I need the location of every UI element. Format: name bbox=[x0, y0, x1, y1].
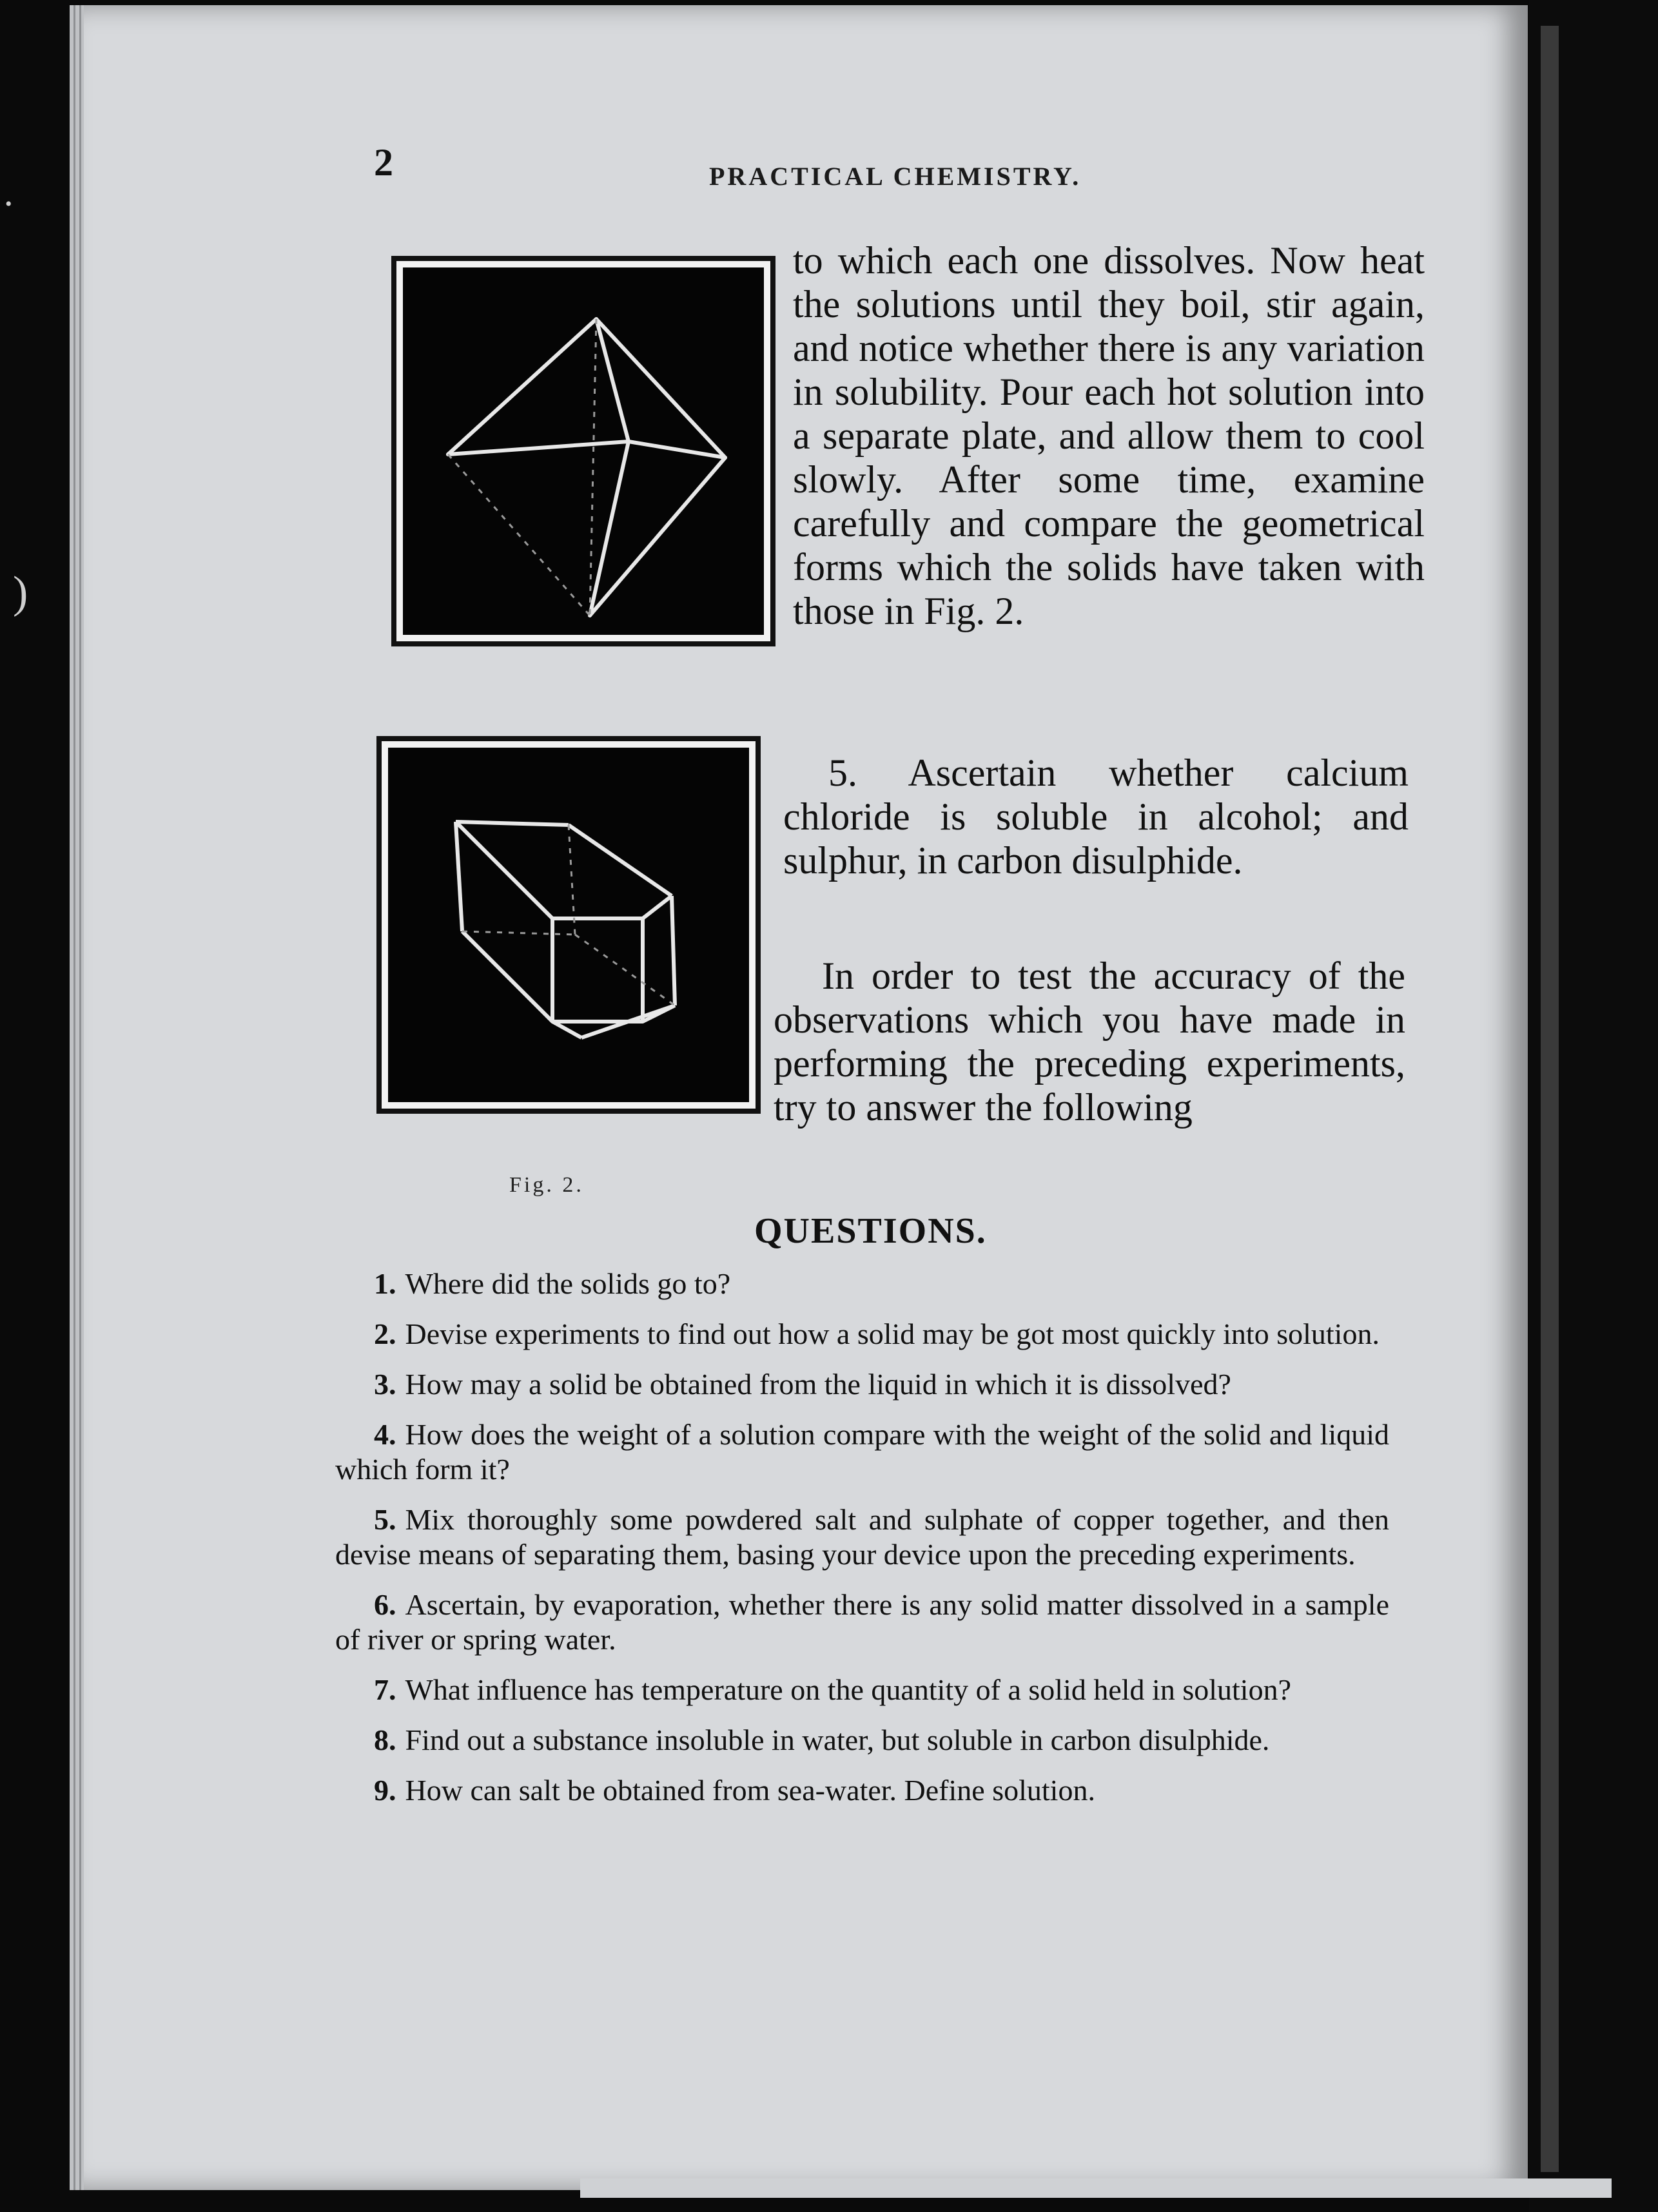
question-text: Mix thoroughly some powdered salt and sulphate of copper together, and then devise means of separating them, basing your device upon the preceding experiments. bbox=[335, 1503, 1389, 1571]
running-head: PRACTICAL CHEMISTRY. bbox=[709, 162, 1082, 191]
question-number: 5. bbox=[374, 1503, 396, 1536]
question-item bbox=[335, 1502, 1389, 1572]
question-item bbox=[335, 1587, 1389, 1657]
figure-octahedron bbox=[396, 261, 770, 641]
question-item bbox=[335, 1773, 1389, 1808]
question-text: Ascertain, by evaporation, whether there is any solid matter dissolved in a sample of river or spring water. bbox=[335, 1588, 1389, 1656]
question-number: 3. bbox=[374, 1368, 396, 1401]
question-number: 6. bbox=[374, 1588, 396, 1621]
question-text: How does the weight of a solution compare with the weight of the solid and liquid which form it? bbox=[335, 1418, 1389, 1486]
question-item bbox=[335, 1417, 1389, 1487]
figure-prism bbox=[382, 741, 756, 1109]
question-item bbox=[335, 1723, 1389, 1758]
paragraph-intro-questions: In order to test the accuracy of the observations which you have made in performing the preceding experiments, try to answer the following bbox=[774, 955, 1405, 1129]
page-number: 2 bbox=[374, 141, 393, 184]
question-text: Devise experiments to find out how a solid may be got most quickly into solution. bbox=[405, 1317, 1380, 1350]
question-text: How may a solid be obtained from the liquid in which it is dissolved? bbox=[405, 1368, 1231, 1401]
question-text: Find out a substance insoluble in water, but soluble in carbon disulphide. bbox=[405, 1723, 1270, 1756]
question-text: What influence has temperature on the quantity of a solid held in solution? bbox=[405, 1673, 1291, 1706]
question-text: Where did the solids go to? bbox=[405, 1267, 731, 1300]
paragraph-instructions: to which each one dissolves. Now heat the solutions until they boil, stir again, and notice whether there is any variation in solubility. Pour each hot solution into a separate plate, and allow them to cool slowly. After some time, examine carefully and compare the geometrical forms which the solids have taken with those in Fig. 2. bbox=[793, 239, 1425, 632]
margin-mark: ) bbox=[13, 568, 28, 617]
prism-crystal-icon bbox=[388, 748, 749, 1102]
question-item bbox=[335, 1317, 1389, 1352]
question-number: 7. bbox=[374, 1673, 396, 1706]
question-text: How can salt be obtained from sea-water. Define solution. bbox=[405, 1774, 1095, 1807]
questions-list bbox=[335, 1266, 1389, 1823]
octahedron-crystal-icon bbox=[403, 267, 764, 635]
question-number: 1. bbox=[374, 1267, 396, 1300]
question-item bbox=[335, 1266, 1389, 1301]
question-number: 4. bbox=[374, 1418, 396, 1451]
page-bottom-edge bbox=[580, 2178, 1612, 2198]
figure-caption: Fig. 2. bbox=[509, 1173, 584, 1197]
question-number: 9. bbox=[374, 1774, 396, 1807]
paragraph-step-five: 5. Ascertain whether calcium chloride is soluble in alcohol; and sulphur, in carbon disulphide. bbox=[783, 752, 1409, 882]
question-item bbox=[335, 1367, 1389, 1402]
question-number: 2. bbox=[374, 1317, 396, 1350]
question-number: 8. bbox=[374, 1723, 396, 1756]
question-item bbox=[335, 1673, 1389, 1707]
margin-mark: • bbox=[5, 193, 12, 215]
facing-page-edge bbox=[1541, 26, 1559, 2172]
questions-heading: QUESTIONS. bbox=[754, 1211, 987, 1251]
